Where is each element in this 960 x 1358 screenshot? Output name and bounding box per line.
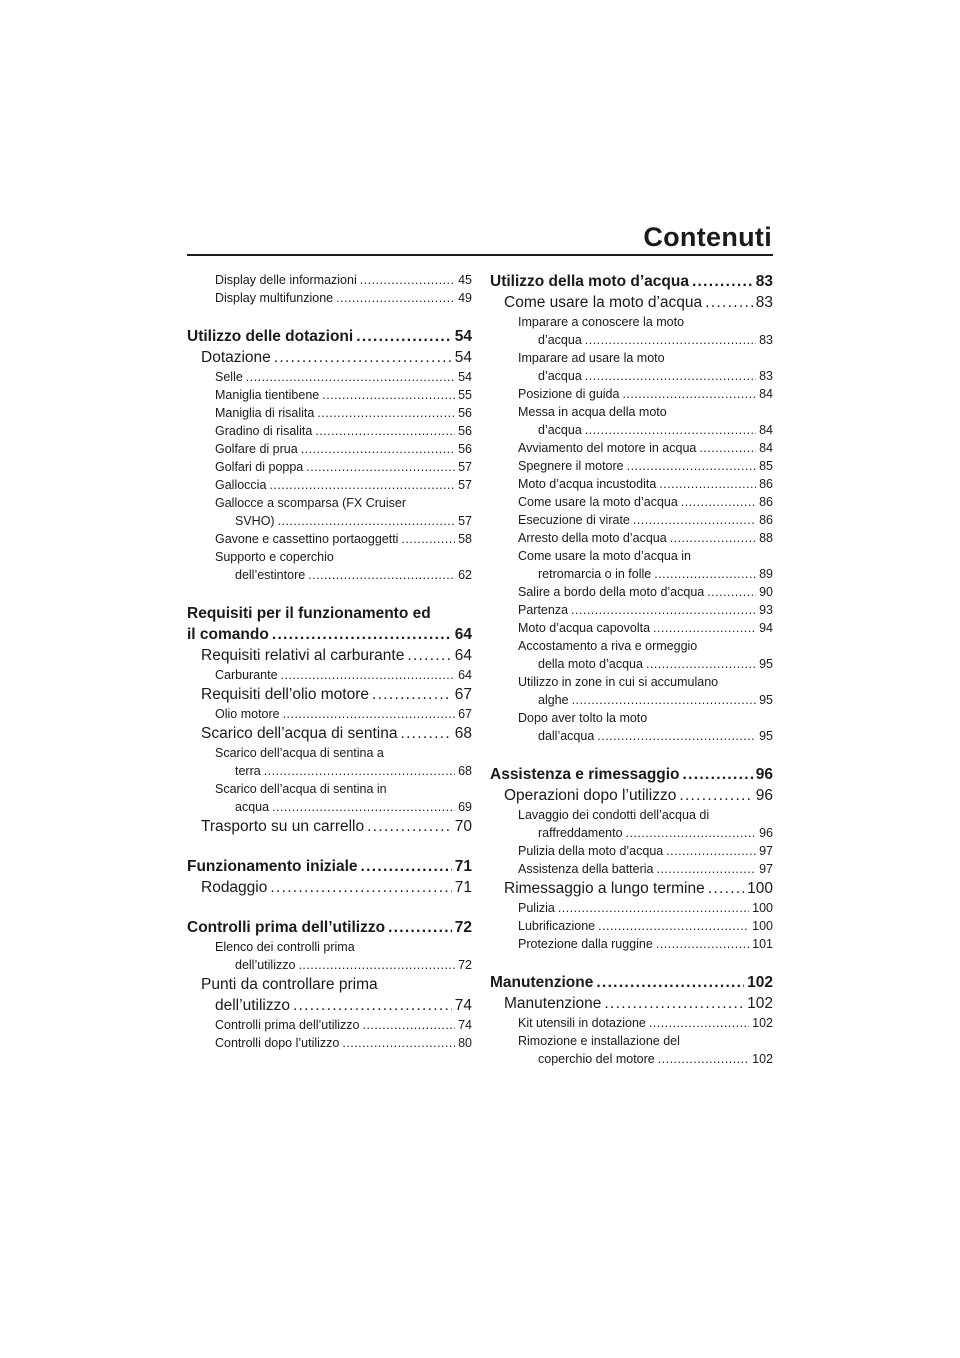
dot-leader bbox=[272, 624, 452, 645]
toc-entry-title: Esecuzione di virate bbox=[518, 513, 630, 527]
toc-page-number: 90 bbox=[759, 585, 773, 599]
dot-leader bbox=[658, 1050, 749, 1068]
toc-page-number: 49 bbox=[458, 291, 472, 305]
dot-leader bbox=[670, 529, 756, 547]
toc-page-number: 102 bbox=[747, 974, 773, 991]
toc-entry-level-3[interactable] bbox=[187, 666, 472, 684]
toc-column-right bbox=[490, 271, 773, 1068]
toc-entry-title: Come usare la moto d’acqua in bbox=[518, 549, 692, 563]
toc-page-number: 102 bbox=[747, 995, 773, 1012]
dot-leader bbox=[272, 798, 455, 816]
toc-entry-title: Manutenzione bbox=[504, 995, 602, 1012]
toc-page-number: 55 bbox=[458, 388, 472, 402]
dot-leader bbox=[659, 475, 756, 493]
toc-page-number: 71 bbox=[454, 858, 472, 875]
dot-leader bbox=[401, 530, 455, 548]
toc-page-number: 56 bbox=[458, 442, 472, 456]
toc-page-number: 97 bbox=[759, 844, 773, 858]
dot-leader bbox=[699, 439, 756, 457]
dot-leader bbox=[633, 511, 756, 529]
dot-leader bbox=[572, 691, 757, 709]
toc-entry-title: Golfari di poppa bbox=[215, 460, 304, 474]
toc-entry-level-3[interactable] bbox=[490, 899, 773, 917]
toc-entry-level-3[interactable] bbox=[187, 494, 472, 530]
toc-entry-level-3[interactable] bbox=[490, 935, 773, 953]
dot-leader bbox=[657, 860, 757, 878]
dot-leader bbox=[646, 655, 756, 673]
toc-page-number: 62 bbox=[458, 568, 472, 582]
toc-entry-level-3[interactable] bbox=[490, 403, 773, 439]
toc-entry-title: Posizione di guida bbox=[518, 387, 620, 401]
toc-page-number: 96 bbox=[759, 826, 773, 840]
toc-page-number: 74 bbox=[458, 1018, 472, 1032]
toc-entry-level-3[interactable] bbox=[187, 780, 472, 816]
toc-page-number: 68 bbox=[458, 764, 472, 778]
toc-entry-title: Rimozione e installazione del bbox=[518, 1034, 680, 1048]
toc-entry-title: Utilizzo della moto d’acqua bbox=[490, 273, 689, 290]
toc-entry-level-3[interactable] bbox=[490, 457, 773, 475]
dot-leader bbox=[596, 972, 744, 993]
toc-entry-title: Protezione dalla ruggine bbox=[518, 937, 653, 951]
toc-page-number: 64 bbox=[458, 668, 472, 682]
toc-page-number: 70 bbox=[454, 818, 472, 835]
toc-entry-title-continued: terra bbox=[235, 764, 261, 778]
toc-entry-level-3[interactable] bbox=[490, 619, 773, 637]
toc-entry-title: Imparare ad usare la moto bbox=[518, 351, 665, 365]
toc-entry-level-3[interactable] bbox=[490, 493, 773, 511]
dot-leader bbox=[363, 1016, 456, 1034]
toc-entry-level-2[interactable] bbox=[490, 993, 773, 1014]
toc-page-number: 58 bbox=[458, 532, 472, 546]
toc-entry-title: Pulizia della moto d’acqua bbox=[518, 844, 664, 858]
dot-leader bbox=[342, 1034, 455, 1052]
toc-entry-level-2[interactable] bbox=[490, 878, 773, 899]
toc-entry-title-continued: alghe bbox=[538, 693, 569, 707]
dot-leader bbox=[264, 762, 455, 780]
toc-page-number: 72 bbox=[458, 958, 472, 972]
toc-page-number: 83 bbox=[759, 369, 773, 383]
toc-entry-level-2[interactable] bbox=[187, 974, 472, 1016]
toc-page-number: 45 bbox=[458, 273, 472, 287]
dot-leader bbox=[656, 935, 749, 953]
dot-leader bbox=[322, 386, 455, 404]
toc-entry-level-3[interactable] bbox=[490, 806, 773, 842]
toc-entry-title: Supporto e coperchio bbox=[215, 550, 334, 564]
dot-leader bbox=[705, 292, 753, 313]
dot-leader bbox=[679, 785, 752, 806]
toc-entry-title: Gallocce a scomparsa (FX Cruiser bbox=[215, 496, 407, 510]
toc-entry-title: Moto d’acqua incustodita bbox=[518, 477, 657, 491]
dot-leader bbox=[372, 684, 452, 705]
toc-page-number: 85 bbox=[759, 459, 773, 473]
toc-page-number: 101 bbox=[752, 937, 773, 951]
toc-page-number: 54 bbox=[454, 349, 472, 366]
toc-page-number: 95 bbox=[759, 693, 773, 707]
dot-leader bbox=[361, 856, 452, 877]
dot-leader bbox=[585, 421, 756, 439]
toc-entry-title-continued: d’acqua bbox=[538, 423, 582, 437]
toc-entry-title: Maniglia di risalita bbox=[215, 406, 315, 420]
toc-entry-level-3[interactable] bbox=[187, 476, 472, 494]
toc-entry-title: Come usare la moto d’acqua bbox=[518, 495, 678, 509]
toc-page-number: 80 bbox=[458, 1036, 472, 1050]
dot-leader bbox=[627, 457, 756, 475]
toc-entry-level-3[interactable] bbox=[187, 458, 472, 476]
title-divider bbox=[187, 254, 773, 256]
toc-entry-level-2[interactable] bbox=[490, 785, 773, 806]
dot-leader bbox=[400, 723, 451, 744]
toc-entry-level-3[interactable] bbox=[187, 386, 472, 404]
toc-page-number: 56 bbox=[458, 424, 472, 438]
dot-leader bbox=[649, 1014, 749, 1032]
toc-entry-title: Scarico dell’acqua di sentina in bbox=[215, 782, 387, 796]
toc-page-number: 69 bbox=[458, 800, 472, 814]
toc-entry-title-continued: retromarcia o in folle bbox=[538, 567, 652, 581]
toc-entry-title: Gradino di risalita bbox=[215, 424, 313, 438]
toc-page-number: 54 bbox=[454, 328, 472, 345]
toc-entry-title: Accostamento a riva e ormeggio bbox=[518, 639, 698, 653]
toc-entry-title: Salire a bordo della moto d’acqua bbox=[518, 585, 705, 599]
toc-entry-title: Olio motore bbox=[215, 707, 280, 721]
toc-entry-level-1[interactable] bbox=[490, 764, 773, 785]
toc-entry-title: Moto d’acqua capovolta bbox=[518, 621, 651, 635]
toc-page-number: 89 bbox=[759, 567, 773, 581]
toc-entry-title: Utilizzo in zone in cui si accumulano bbox=[518, 675, 719, 689]
dot-leader bbox=[604, 993, 744, 1014]
toc-entry-level-1[interactable] bbox=[187, 603, 472, 645]
toc-entry-level-3[interactable] bbox=[490, 511, 773, 529]
toc-entry-level-3[interactable] bbox=[490, 385, 773, 403]
toc-page-number: 86 bbox=[759, 477, 773, 491]
toc-page-number: 83 bbox=[755, 273, 773, 290]
toc-entry-level-3[interactable] bbox=[490, 917, 773, 935]
toc-entry-title: Imparare a conoscere la moto bbox=[518, 315, 685, 329]
toc-page-number: 96 bbox=[755, 766, 773, 783]
dot-leader bbox=[571, 601, 756, 619]
toc-entry-level-3[interactable] bbox=[187, 404, 472, 422]
toc-page-number: 84 bbox=[759, 387, 773, 401]
dot-leader bbox=[708, 878, 744, 899]
toc-entry-title: Kit utensili in dotazione bbox=[518, 1016, 646, 1030]
toc-entry-title: Gavone e cassettino portaoggetti bbox=[215, 532, 399, 546]
toc-entry-level-3[interactable] bbox=[187, 744, 472, 780]
toc-page-number: 74 bbox=[454, 997, 472, 1014]
toc-entry-level-1[interactable] bbox=[490, 271, 773, 292]
toc-entry-title-continued: dell’utilizzo bbox=[235, 958, 296, 972]
toc-entry-level-3[interactable] bbox=[187, 422, 472, 440]
dot-leader bbox=[246, 368, 455, 386]
dot-leader bbox=[654, 565, 756, 583]
toc-entry-title: Golfare di prua bbox=[215, 442, 298, 456]
toc-page-number: 56 bbox=[458, 406, 472, 420]
toc-page-number: 95 bbox=[759, 657, 773, 671]
dot-leader bbox=[293, 995, 452, 1016]
toc-page-number: 102 bbox=[752, 1016, 773, 1030]
dot-leader bbox=[301, 440, 455, 458]
toc-page-number: 57 bbox=[458, 460, 472, 474]
toc-entry-level-3[interactable] bbox=[187, 289, 472, 307]
toc-page-number: 95 bbox=[759, 729, 773, 743]
dot-leader bbox=[270, 877, 451, 898]
toc-entry-level-3[interactable] bbox=[490, 349, 773, 385]
dot-leader bbox=[407, 645, 451, 666]
toc-entry-level-2[interactable] bbox=[187, 877, 472, 898]
toc-page-number: 67 bbox=[458, 707, 472, 721]
toc-entry-title: Partenza bbox=[518, 603, 569, 617]
toc-entry-level-3[interactable] bbox=[490, 529, 773, 547]
toc-page-number: 84 bbox=[759, 423, 773, 437]
dot-leader bbox=[315, 422, 455, 440]
dot-leader bbox=[298, 956, 455, 974]
toc-page-number: 86 bbox=[759, 495, 773, 509]
toc-entry-title: Requisiti relativi al carburante bbox=[201, 647, 405, 664]
toc-entry-title: Spegnere il motore bbox=[518, 459, 624, 473]
toc-entry-title: Dotazione bbox=[201, 349, 271, 366]
toc-page-number: 64 bbox=[454, 626, 472, 643]
dot-leader bbox=[269, 476, 455, 494]
toc-entry-level-1[interactable] bbox=[490, 972, 773, 993]
toc-entry-level-3[interactable] bbox=[187, 548, 472, 584]
toc-entry-level-2[interactable] bbox=[187, 645, 472, 666]
toc-entry-title-continued: d’acqua bbox=[538, 333, 582, 347]
toc-entry-level-3[interactable] bbox=[187, 1016, 472, 1034]
toc-page-number: 100 bbox=[752, 919, 773, 933]
toc-entry-title-continued: dell’estintore bbox=[235, 568, 306, 582]
toc-entry-title: Controlli prima dell’utilizzo bbox=[187, 919, 386, 936]
toc-entry-level-2[interactable] bbox=[187, 723, 472, 744]
dot-leader bbox=[683, 764, 753, 785]
toc-entry-title: Controlli prima dell’utilizzo bbox=[215, 1018, 360, 1032]
toc-page-number: 102 bbox=[752, 1052, 773, 1066]
dot-leader bbox=[666, 842, 756, 860]
dot-leader bbox=[356, 326, 452, 347]
dot-leader bbox=[585, 367, 756, 385]
toc-entry-title-continued: d’acqua bbox=[538, 369, 582, 383]
dot-leader bbox=[278, 512, 456, 530]
toc-page-number: 93 bbox=[759, 603, 773, 617]
toc-entry-title: Assistenza e rimessaggio bbox=[490, 766, 680, 783]
toc-entry-title: Messa in acqua della moto bbox=[518, 405, 667, 419]
toc-page-number: 97 bbox=[759, 862, 773, 876]
toc-entry-title: Carburante bbox=[215, 668, 278, 682]
toc-entry-title: Requisiti dell’olio motore bbox=[201, 686, 369, 703]
toc-entry-title: Manutenzione bbox=[490, 974, 594, 991]
toc-entry-level-3[interactable] bbox=[490, 709, 773, 745]
toc-entry-level-3[interactable] bbox=[187, 440, 472, 458]
toc-entry-title: Come usare la moto d’acqua bbox=[504, 294, 703, 311]
toc-page-number: 83 bbox=[759, 333, 773, 347]
toc-entry-level-3[interactable] bbox=[490, 1014, 773, 1032]
toc-page-number: 57 bbox=[458, 478, 472, 492]
toc-entry-level-3[interactable] bbox=[490, 547, 773, 583]
page-title: Contenuti bbox=[643, 222, 772, 252]
dot-leader bbox=[336, 289, 455, 307]
toc-entry-title: Elenco dei controlli prima bbox=[215, 940, 355, 954]
toc-entry-title: Lubrificazione bbox=[518, 919, 596, 933]
toc-page-number: 94 bbox=[759, 621, 773, 635]
dot-leader bbox=[622, 385, 756, 403]
toc-entry-level-3[interactable] bbox=[490, 842, 773, 860]
toc-entry-title-continued: SVHO) bbox=[235, 514, 275, 528]
toc-page-number: 84 bbox=[759, 441, 773, 455]
toc-entry-title: Lavaggio dei condotti dell’acqua di bbox=[518, 808, 710, 822]
toc-entry-title-continued: coperchio del motore bbox=[538, 1052, 655, 1066]
toc-page-number: 88 bbox=[759, 531, 773, 545]
toc-entry-level-1[interactable] bbox=[187, 856, 472, 877]
toc-entry-title: Dopo aver tolto la moto bbox=[518, 711, 648, 725]
dot-leader bbox=[653, 619, 756, 637]
toc-entry-title: Operazioni dopo l’utilizzo bbox=[504, 787, 677, 804]
dot-leader bbox=[360, 271, 455, 289]
toc-entry-level-3[interactable] bbox=[187, 1034, 472, 1052]
toc-entry-title-continued: dall’acqua bbox=[538, 729, 595, 743]
toc-entry-title: Controlli dopo l’utilizzo bbox=[215, 1036, 340, 1050]
toc-entry-level-2[interactable] bbox=[490, 292, 773, 313]
toc-entry-level-3[interactable] bbox=[490, 601, 773, 619]
toc-entry-title-continued: della moto d’acqua bbox=[538, 657, 643, 671]
toc-entry-title: Rimessaggio a lungo termine bbox=[504, 880, 705, 897]
toc-entry-level-2[interactable] bbox=[187, 684, 472, 705]
dot-leader bbox=[558, 899, 749, 917]
dot-leader bbox=[692, 271, 753, 292]
toc-entry-title: Avviamento del motore in acqua bbox=[518, 441, 697, 455]
toc-entry-title: Selle bbox=[215, 370, 243, 384]
dot-leader bbox=[598, 917, 749, 935]
toc-entry-level-3[interactable] bbox=[187, 271, 472, 289]
toc-entry-level-3[interactable] bbox=[187, 530, 472, 548]
toc-entry-title: Rodaggio bbox=[201, 879, 268, 896]
toc-page-number: 57 bbox=[458, 514, 472, 528]
dot-leader bbox=[585, 331, 756, 349]
toc-page-number: 71 bbox=[454, 879, 472, 896]
toc-entry-level-3[interactable] bbox=[490, 583, 773, 601]
dot-leader bbox=[707, 583, 756, 601]
toc-entry-level-3[interactable] bbox=[490, 475, 773, 493]
toc-entry-title: Assistenza della batteria bbox=[518, 862, 654, 876]
toc-entry-level-3[interactable] bbox=[490, 439, 773, 457]
dot-leader bbox=[306, 458, 455, 476]
toc-entry-level-3[interactable] bbox=[490, 860, 773, 878]
dot-leader bbox=[274, 347, 452, 368]
toc-entry-level-3[interactable] bbox=[490, 1032, 773, 1068]
toc-entry-title-continued: il comando bbox=[187, 626, 269, 643]
toc-entry-title: Utilizzo delle dotazioni bbox=[187, 328, 354, 345]
toc-page-number: 54 bbox=[458, 370, 472, 384]
toc-page-number: 100 bbox=[752, 901, 773, 915]
toc-entry-title-continued: raffreddamento bbox=[538, 826, 623, 840]
toc-entry-title: Pulizia bbox=[518, 901, 555, 915]
toc-entry-title: Galloccia bbox=[215, 478, 267, 492]
toc-page-number: 100 bbox=[747, 880, 773, 897]
dot-leader bbox=[317, 404, 455, 422]
toc-entry-level-3[interactable] bbox=[490, 673, 773, 709]
toc-entry-title: Funzionamento iniziale bbox=[187, 858, 358, 875]
toc-entry-title-continued: acqua bbox=[235, 800, 270, 814]
toc-entry-level-1[interactable] bbox=[187, 326, 472, 347]
toc-page-number: 96 bbox=[755, 787, 773, 804]
toc-page-number: 86 bbox=[759, 513, 773, 527]
toc-entry-title: Arresto della moto d’acqua bbox=[518, 531, 667, 545]
toc-entry-title: Display multifunzione bbox=[215, 291, 334, 305]
toc-page-number: 64 bbox=[454, 647, 472, 664]
toc-page-number: 68 bbox=[454, 725, 472, 742]
toc-entry-title: Scarico dell’acqua di sentina bbox=[201, 725, 398, 742]
dot-leader bbox=[626, 824, 757, 842]
dot-leader bbox=[281, 666, 456, 684]
toc-entry-level-3[interactable] bbox=[490, 313, 773, 349]
toc-entry-level-1[interactable] bbox=[187, 917, 472, 938]
toc-entry-title: Requisiti per il funzionamento ed bbox=[187, 605, 431, 622]
toc-entry-level-3[interactable] bbox=[187, 938, 472, 974]
toc-entry-level-3[interactable] bbox=[187, 705, 472, 723]
toc-column-left bbox=[187, 271, 472, 1052]
toc-entry-title: Punti da controllare prima bbox=[201, 976, 378, 993]
toc-entry-title: Maniglia tientibene bbox=[215, 388, 320, 402]
toc-entry-level-3[interactable] bbox=[187, 368, 472, 386]
toc-entry-title: Display delle informazioni bbox=[215, 273, 357, 287]
toc-entry-level-2[interactable] bbox=[187, 816, 472, 837]
toc-page-number: 83 bbox=[755, 294, 773, 311]
dot-leader bbox=[597, 727, 756, 745]
toc-page-number: 72 bbox=[454, 919, 472, 936]
dot-leader bbox=[681, 493, 756, 511]
dot-leader bbox=[367, 816, 452, 837]
toc-entry-level-2[interactable] bbox=[187, 347, 472, 368]
toc-entry-level-3[interactable] bbox=[490, 637, 773, 673]
toc-entry-title: Scarico dell’acqua di sentina a bbox=[215, 746, 384, 760]
dot-leader bbox=[283, 705, 455, 723]
toc-entry-title-continued: dell’utilizzo bbox=[215, 997, 290, 1014]
dot-leader bbox=[308, 566, 455, 584]
toc-page-number: 67 bbox=[454, 686, 472, 703]
toc-entry-title: Trasporto su un carrello bbox=[201, 818, 365, 835]
dot-leader bbox=[388, 917, 452, 938]
